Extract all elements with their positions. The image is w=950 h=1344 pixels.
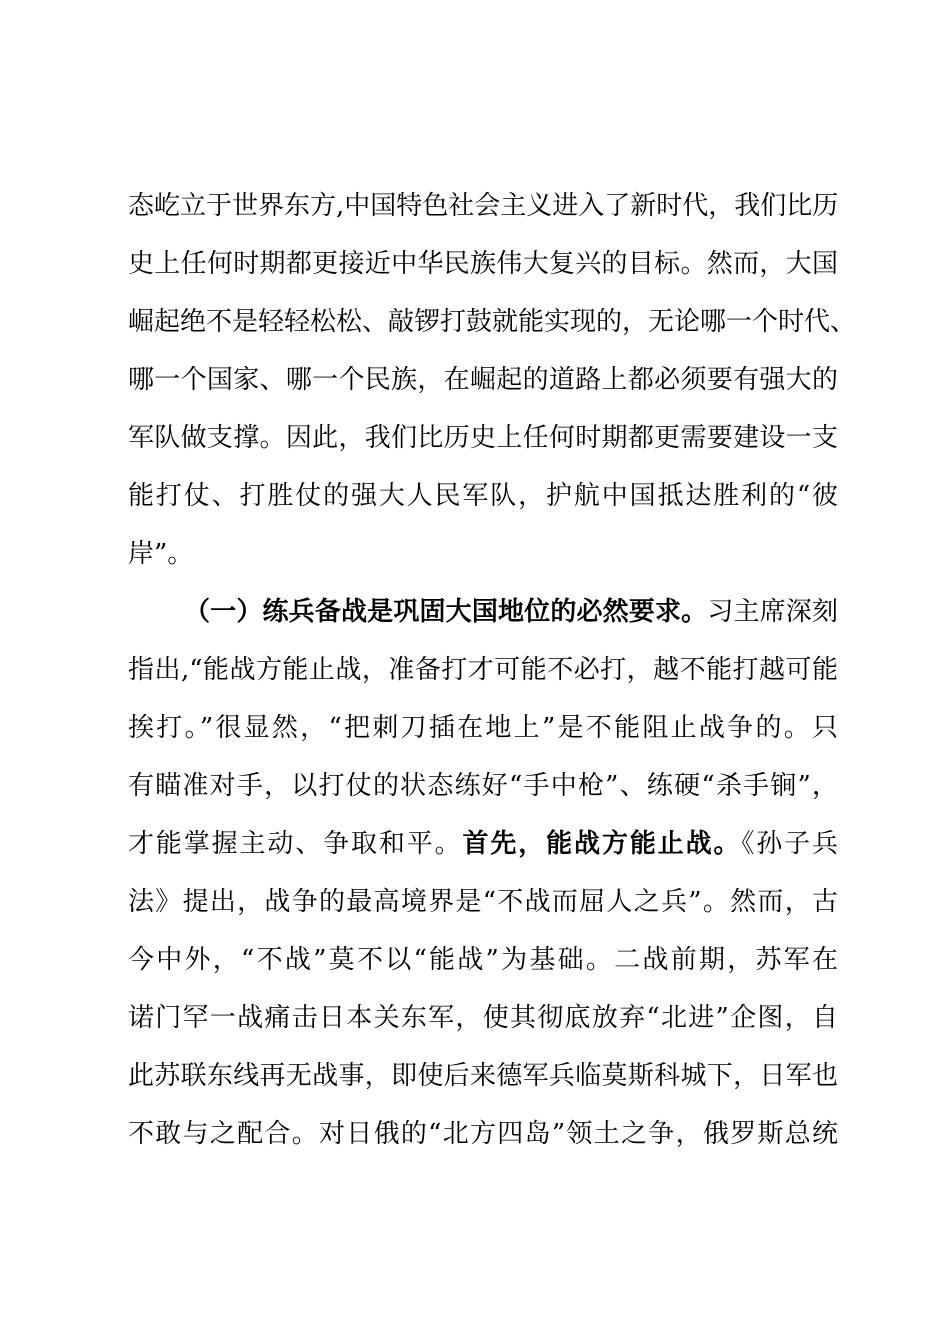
paragraph-1-line-4: 哪一个国家、哪一个民族，在崛起的道路上都必须要有强大的 [128, 365, 838, 395]
paragraph-1-line-3: 崛起绝不是轻轻松松、敲锣打鼓就能实现的，无论哪一个时代、 [128, 307, 857, 337]
paragraph-2-line-1 [184, 584, 838, 640]
paragraph-1-line-2: 史上任何时期都更接近中华民族伟大复兴的目标。然而，大国 [128, 249, 838, 279]
paragraph-1-line-1: 态屹立于世界东方,中国特色社会主义进入了新时代，我们比历 [128, 191, 839, 221]
paragraph-1-line-6: 能打仗、打胜仗的强大人民军队，护航中国抵达胜利的“彼 [128, 481, 838, 511]
paragraph-2-line-10: 不敢与之配合。对日俄的“北方四岛”领土之争，俄罗斯总统 [128, 1119, 838, 1149]
section-heading: （一）练兵备战是巩固大国地位的必然要求。 [184, 597, 708, 627]
paragraph-2-line-7: 今中外，“不战”莫不以“能战”为基础。二战前期，苏军在 [128, 945, 838, 975]
paragraph-2-line-4: 有瞄准对手，以打仗的状态练好“手中枪”、练硬“杀手锏”， [128, 771, 838, 801]
paragraph-1-line-5: 军队做支撑。因此，我们比历史上任何时期都更需要建设一支 [128, 423, 838, 453]
paragraph-2-line-5-end: 《孙子兵 [741, 829, 838, 859]
paragraph-2-line-6: 法》提出，战争的最高境界是“不战而屈人之兵”。然而，古 [128, 887, 838, 917]
paragraph-1-line-7: 岸”。 [128, 539, 194, 569]
emphasis-text: 首先，能战方能止战。 [462, 829, 742, 859]
paragraph-2-line-5-start: 才能掌握主动、争取和平。 [128, 829, 463, 859]
paragraph-2-line-8: 诺门罕一战痛击日本关东军，使其彻底放弃“北进”企图，自 [128, 1003, 838, 1033]
paragraph-2-line-1-rest: 习主席深刻 [707, 597, 838, 627]
paragraph-2-line-9: 此苏联东线再无战事，即使后来德军兵临莫斯科城下，日军也 [128, 1061, 838, 1091]
paragraph-2-line-3: 挨打。”很显然，“把刺刀插在地上”是不能阻止战争的。只 [128, 713, 838, 743]
paragraph-2-line-2: 指出,“能战方能止战，准备打才可能不必打，越不能打越可能 [128, 655, 838, 685]
paragraph-2-line-5 [128, 816, 838, 872]
